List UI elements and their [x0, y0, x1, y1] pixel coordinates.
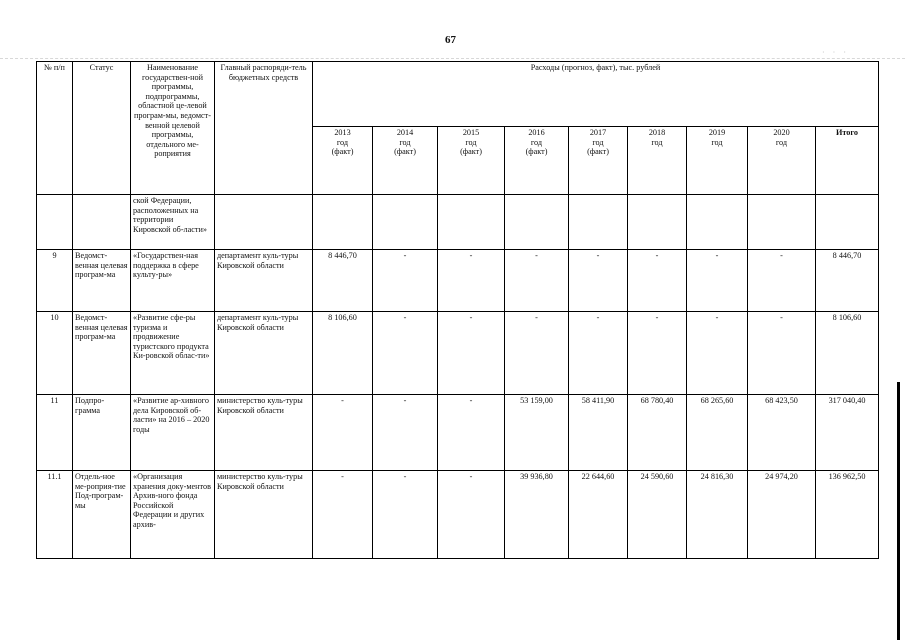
table-header-row: [37, 62, 879, 127]
row-value: -: [373, 312, 438, 395]
continuation-name: ской Федерации, расположенных на территории Кировской об-ласти»: [131, 195, 215, 250]
header-name: Наименование государствен-ной программы, подпрограммы, областной це-левой програм-мы, ведомст-венной целевой программы, отдельного ме-роприятия: [131, 62, 215, 195]
row-value: 68 423,50: [748, 395, 816, 471]
row-status: Подпро-грамма: [73, 395, 131, 471]
row-value: -: [438, 312, 505, 395]
year-header: 2020 год: [748, 127, 816, 195]
table-cell: [313, 195, 373, 250]
year-header: 2014 год (факт): [373, 127, 438, 195]
row-name: «Организация хранения доку-ментов Архив-ного фонда Российской Федерации и других архив-: [131, 471, 215, 559]
year-header: 2013 год (факт): [313, 127, 373, 195]
table-cell: [373, 195, 438, 250]
row-value: -: [687, 250, 748, 312]
row-value: -: [748, 312, 816, 395]
row-no: 10: [37, 312, 73, 395]
row-no: 9: [37, 250, 73, 312]
table-cell: [748, 195, 816, 250]
row-admin: департамент куль-туры Кировской области: [215, 250, 313, 312]
row-status: Отдель-ное ме-роприя-тие Под-програм-мы: [73, 471, 131, 559]
table-cell: [505, 195, 569, 250]
continuation-row: [37, 195, 879, 250]
row-status: Ведомст-венная целевая програм-ма: [73, 250, 131, 312]
row-value: -: [373, 471, 438, 559]
year-header: 2016 год (факт): [505, 127, 569, 195]
row-value: -: [313, 395, 373, 471]
row-value: 68 780,40: [628, 395, 687, 471]
row-total: 136 962,50: [816, 471, 879, 559]
row-value: 8 446,70: [313, 250, 373, 312]
row-total: 8 106,60: [816, 312, 879, 395]
header-no: № п/п: [37, 62, 73, 195]
row-value: -: [569, 312, 628, 395]
row-no: 11.1: [37, 471, 73, 559]
table-cell: [687, 195, 748, 250]
row-value: 22 644,60: [569, 471, 628, 559]
header-status: Статус: [73, 62, 131, 195]
year-header: 2018 год: [628, 127, 687, 195]
header-expenses: Расходы (прогноз, факт), тыс. рублей: [313, 62, 879, 127]
row-value: -: [373, 395, 438, 471]
row-value: -: [628, 312, 687, 395]
header-rule: [0, 58, 905, 59]
row-admin: министерство куль-туры Кировской области: [215, 395, 313, 471]
scan-edge-line: [897, 382, 900, 640]
row-value: 24 974,20: [748, 471, 816, 559]
table-row: [37, 471, 879, 559]
table-cell: [816, 195, 879, 250]
table-cell: [215, 195, 313, 250]
row-value: 24 590,60: [628, 471, 687, 559]
table-row: [37, 312, 879, 395]
table-cell: [628, 195, 687, 250]
page-number: 67: [445, 34, 456, 46]
row-total: 8 446,70: [816, 250, 879, 312]
table-cell: [569, 195, 628, 250]
row-name: «Развитие ар-хивного дела Кировской об-ласти» на 2016 – 2020 годы: [131, 395, 215, 471]
table-cell: [37, 195, 73, 250]
row-value: -: [438, 250, 505, 312]
year-header: 2019 год: [687, 127, 748, 195]
row-value: -: [505, 250, 569, 312]
row-value: -: [438, 395, 505, 471]
row-value: 68 265,60: [687, 395, 748, 471]
row-value: -: [438, 471, 505, 559]
row-value: -: [505, 312, 569, 395]
header-admin: Главный распоряди-тель бюджетных средств: [215, 62, 313, 195]
row-value: -: [313, 471, 373, 559]
row-value: 8 106,60: [313, 312, 373, 395]
scan-marks: · · ·: [822, 48, 849, 57]
row-name: «Государствен-ная поддержка в сфере культу-ры»: [131, 250, 215, 312]
row-value: -: [687, 312, 748, 395]
table-row: [37, 250, 879, 312]
row-value: 24 816,30: [687, 471, 748, 559]
row-value: 39 936,80: [505, 471, 569, 559]
row-status: Ведомст-венная целевая програм-ма: [73, 312, 131, 395]
row-value: -: [628, 250, 687, 312]
expenses-table: [36, 61, 879, 559]
row-value: -: [569, 250, 628, 312]
year-header: 2015 год (факт): [438, 127, 505, 195]
total-header: Итого: [816, 127, 879, 195]
table-row: [37, 395, 879, 471]
row-value: 58 411,90: [569, 395, 628, 471]
row-total: 317 040,40: [816, 395, 879, 471]
row-no: 11: [37, 395, 73, 471]
table-cell: [73, 195, 131, 250]
row-admin: департамент куль-туры Кировской области: [215, 312, 313, 395]
row-name: «Развитие сфе-ры туризма и продвижение туристского продукта Ки-ровской облас-ти»: [131, 312, 215, 395]
row-value: 53 159,00: [505, 395, 569, 471]
table-cell: [438, 195, 505, 250]
row-value: -: [373, 250, 438, 312]
row-admin: министерство куль-туры Кировской области: [215, 471, 313, 559]
row-value: -: [748, 250, 816, 312]
year-header: 2017 год (факт): [569, 127, 628, 195]
